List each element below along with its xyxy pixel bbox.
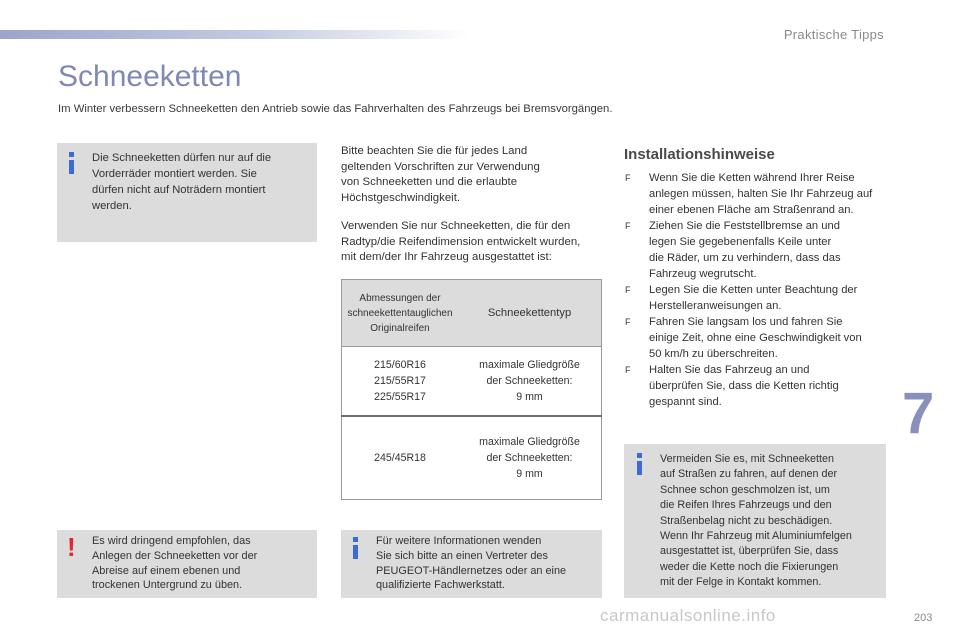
snow-chain-table bbox=[341, 279, 602, 500]
bullet-icon: F bbox=[625, 173, 631, 183]
section-title: Praktische Tipps bbox=[783, 27, 884, 42]
regulations-paragraph: Bitte beachten Sie die für jedes Land geltenden Vorschriften zur Verwendung von Schneeketten und die erlaubte Höchstgeschwindigkeit. bbox=[341, 145, 540, 204]
installation-heading: Installationshinweise bbox=[624, 146, 775, 163]
info-icon bbox=[637, 453, 642, 475]
bullet-icon: F bbox=[625, 221, 631, 231]
table-cell-chain: maximale Gliedgröße der Schneeketten: 9 mm bbox=[458, 347, 602, 417]
table-header-tyre-size: Abmessungen der schneekettentauglichen Originalreifen bbox=[342, 280, 459, 347]
table-cell-chain: maximale Gliedgröße der Schneeketten: 9 mm bbox=[458, 416, 602, 500]
info-icon bbox=[353, 537, 358, 559]
tyre-type-paragraph: Verwenden Sie nur Schneeketten, die für den Radtyp/die Reifendimension entwickelt wurden, mit dem/der Ihr Fahrzeug ausgestattet ist: bbox=[341, 220, 581, 264]
info-icon bbox=[69, 152, 74, 174]
header-accent-bar bbox=[0, 30, 470, 39]
info-box-dealer-text: Für weitere Informationen wenden Sie sich bitte an einen Vertreter des PEUGEOT-Händlernetzes oder an eine qualifizierte Fachwerkstatt. bbox=[376, 535, 567, 592]
warning-icon: ! bbox=[67, 532, 76, 562]
intro-text: Im Winter verbessern Schneeketten den Antrieb sowie das Fahrverhalten des Fahrzeugs bei Bremsvorgängen. bbox=[58, 103, 613, 115]
list-item: F Halten Sie das Fahrzeug an und überprüfen Sie, dass die Ketten richtig gespannt sind. bbox=[625, 364, 839, 408]
table-header-chain-type: Schneekettentyp bbox=[458, 280, 602, 347]
table-cell-tyres: 215/60R16 215/55R17 225/55R17 bbox=[342, 347, 459, 417]
list-item: F Fahren Sie langsam los und fahren Sie einige Zeit, ohne eine Geschwindigkeit von 50 km/h zu überschreiten. bbox=[625, 316, 862, 360]
bullet-icon: F bbox=[625, 285, 631, 295]
watermark: carmanualsonline.info bbox=[600, 606, 776, 625]
list-item: F Ziehen Sie die Feststellbremse an und legen Sie gegebenenfalls Keile unter die Räder, um zu verhindern, dass das Fahrzeug wegrutscht. bbox=[625, 220, 841, 280]
table-cell-tyres: 245/45R18 bbox=[342, 416, 459, 500]
info-box-road-text: Vermeiden Sie es, mit Schneeketten auf Straßen zu fahren, auf denen der Schnee schon geschmolzen ist, um die Reifen Ihres Fahrzeugs und den Straßenbelag nicht zu beschädigen. Wenn Ihr Fahrzeug mit Aluminiumfelgen ausgestattet ist, überprüfen Sie, dass weder die Kette noch die Fixierungen mit der Felge in Kontakt kommen. bbox=[660, 453, 852, 589]
table-row bbox=[342, 347, 602, 417]
table-row bbox=[342, 416, 602, 500]
table-header-row bbox=[342, 280, 602, 347]
info-box-front-text: Die Schneeketten dürfen nur auf die Vorderräder montiert werden. Sie dürfen nicht auf Noträdern montiert werden. bbox=[92, 152, 272, 212]
page-title: Schneeketten bbox=[58, 60, 242, 93]
list-item: F Legen Sie die Ketten unter Beachtung der Herstelleranweisungen an. bbox=[625, 284, 858, 312]
warning-box-text: Es wird dringend empfohlen, das Anlegen der Schneeketten vor der Abreise auf einem ebenen und trockenen Untergrund zu üben. bbox=[92, 535, 258, 592]
bullet-icon: F bbox=[625, 317, 631, 327]
chapter-number: 7 bbox=[902, 381, 935, 446]
list-item: F Wenn Sie die Ketten während Ihrer Reise anlegen müssen, halten Sie Ihr Fahrzeug auf einer ebenen Fläche am Straßenrand an. bbox=[625, 172, 873, 216]
installation-steps-list bbox=[622, 170, 884, 410]
page-number: 203 bbox=[914, 612, 933, 624]
bullet-icon: F bbox=[625, 365, 631, 375]
